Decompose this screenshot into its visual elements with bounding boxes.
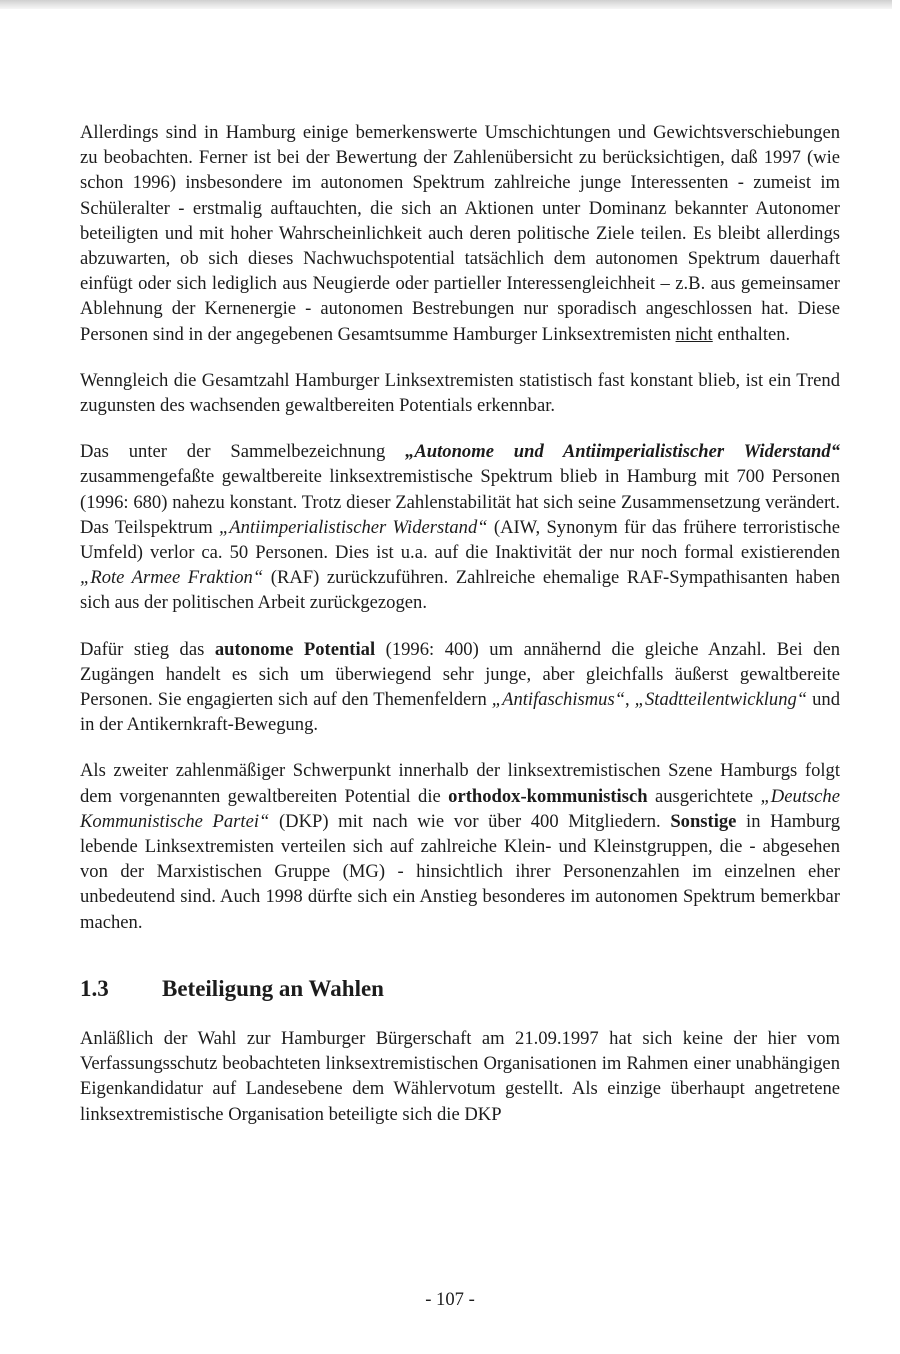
paragraph-wahlen: Anläßlich der Wahl zur Hamburger Bürgerschaft am 21.09.1997 hat sich keine der hier vom Verfassungsschutz beobachteten linksextremistischen Organisationen im Rahmen einer unabhängigen Eigenkandidatur auf Landesebene dem Wählervotum gestellt. Als einzige überhaupt angetretene linksextremistische Organisation beteiligte sich die DKP [80, 1027, 840, 1125]
term-dkp: „Deutsche Kommunistische Partei“ [80, 785, 840, 832]
section-heading [80, 975, 840, 1003]
term-autonomes-potential: autonome Potential [214, 638, 376, 660]
paragraph-gesamtzahl: Wenngleich die Gesamtzahl Hamburger Linksextremisten statistisch fast konstant blieb, ist ein Trend zugunsten des wachsenden gewaltbereiten Potentials erkennbar. [80, 369, 840, 417]
term-aiw: „Antiimperialistischer Widerstand“ [218, 516, 488, 538]
document-page [80, 120, 840, 1127]
term-antifaschismus: „Antifaschismus“ [491, 689, 626, 711]
paragraph-umschichtungen: Allerdings sind in Hamburg einige bemerkenswerte Umschichtungen und Gewichtsverschiebungen zu beobachten. Ferner ist bei der Bewertung der Zahlenübersicht zu berücksichtigen, daß 1997 (wie schon 1996) insbesondere im autonomen Spektrum zahlreiche junge Interessenten - zumeist im Schüleralter - erstmalig auftauchten, die sich an Aktionen unter Dominanz bekannter Autonomer beteiligten und mit hoher Wahrscheinlichkeit auch deren politische Ziele teilen. Es bleibt allerdings abzuwarten, ob sich dieses Nachwuchspotential tatsächlich dem autonomen Spektrum dauerhaft einfügt oder sich lediglich aus Neugierde oder partieller Interessengleichheit – z.B. aus gemeinsamer Ablehnung der Kernenergie - autonomen Bestrebungen nur sporadisch angeschlossen hat. Diese Personen sind in der angegebenen Gesamtsumme Hamburger Linksextremisten nicht enthalten. [80, 122, 840, 345]
paragraph-autonome-widerstand: Das unter der Sammelbezeichnung „Autonome und Antiimperialistischer Widerstand“ zusammengefaßte gewaltbereite linksextremistische Spektrum blieb in Hamburg mit 700 Personen (1996: 680) nahezu konstant. Trotz dieser Zahlenstabilität hat sich seine Zusammensetzung verändert. Das Teilspektrum „Antiimperialistischer Widerstand“ (AIW, Synonym für das frühere terroristische Umfeld) verlor ca. 50 Personen. Dies ist u.a. auf die Inaktivität der nur noch formal existierenden „Rote Armee Fraktion“ (RAF) zurückzuführen. Zahlreiche ehemalige RAF-Sympathisanten haben sich aus der politischen Arbeit zurückgezogen. [80, 441, 840, 614]
section-title: Beteiligung an Wahlen [162, 975, 384, 1001]
section-number: 1.3 [80, 975, 109, 1001]
term-raf: „Rote Armee Fraktion“ [80, 567, 264, 589]
term-sonstige: Sonstige [670, 810, 737, 832]
term-autonome-widerstand: „Autonome und Antiimperialistischer Widerstand“ [405, 441, 840, 463]
scan-edge-strip [0, 0, 892, 9]
term-stadtteilentwicklung: „Stadtteilentwicklung“ [634, 689, 808, 711]
underlined-nicht: nicht [675, 323, 713, 345]
page-number: - 107 - [425, 1289, 475, 1310]
paragraph-autonomes-potential: Dafür stieg das autonome Potential (1996: 400) um annähernd die gleiche Anzahl. Bei den Zugängen handelt es sich um überwiegend sehr junge, aber gleichfalls äußerst gewaltbereite Personen. Sie engagierten sich auf den Themenfeldern „Antifaschismus“, „Stadtteilentwicklung“ und in der Antikernkraft-Bewegung. [80, 638, 841, 736]
term-orthodox-kommunistisch: orthodox-kommunistisch [448, 785, 648, 807]
paragraph-dkp: Als zweiter zahlenmäßiger Schwerpunkt innerhalb der linksextremistischen Szene Hamburgs folgt dem vorgenannten gewaltbereiten Potential die orthodox-kommunistisch ausgerichtete „Deutsche Kommunistische Partei“ (DKP) mit nach wie vor über 400 Mitgliedern. Sonstige in Hamburg lebende Linksextremisten verteilen sich auf zahlreiche Klein- und Kleinstgruppen, die - abgesehen von der Marxistischen Gruppe (MG) - hinsichtlich ihrer Personenzahlen im einzelnen eher unbedeutend sind. Auch 1998 dürfte sich ein Anstieg besonderes im autonomen Spektrum bemerkbar machen. [80, 760, 841, 933]
